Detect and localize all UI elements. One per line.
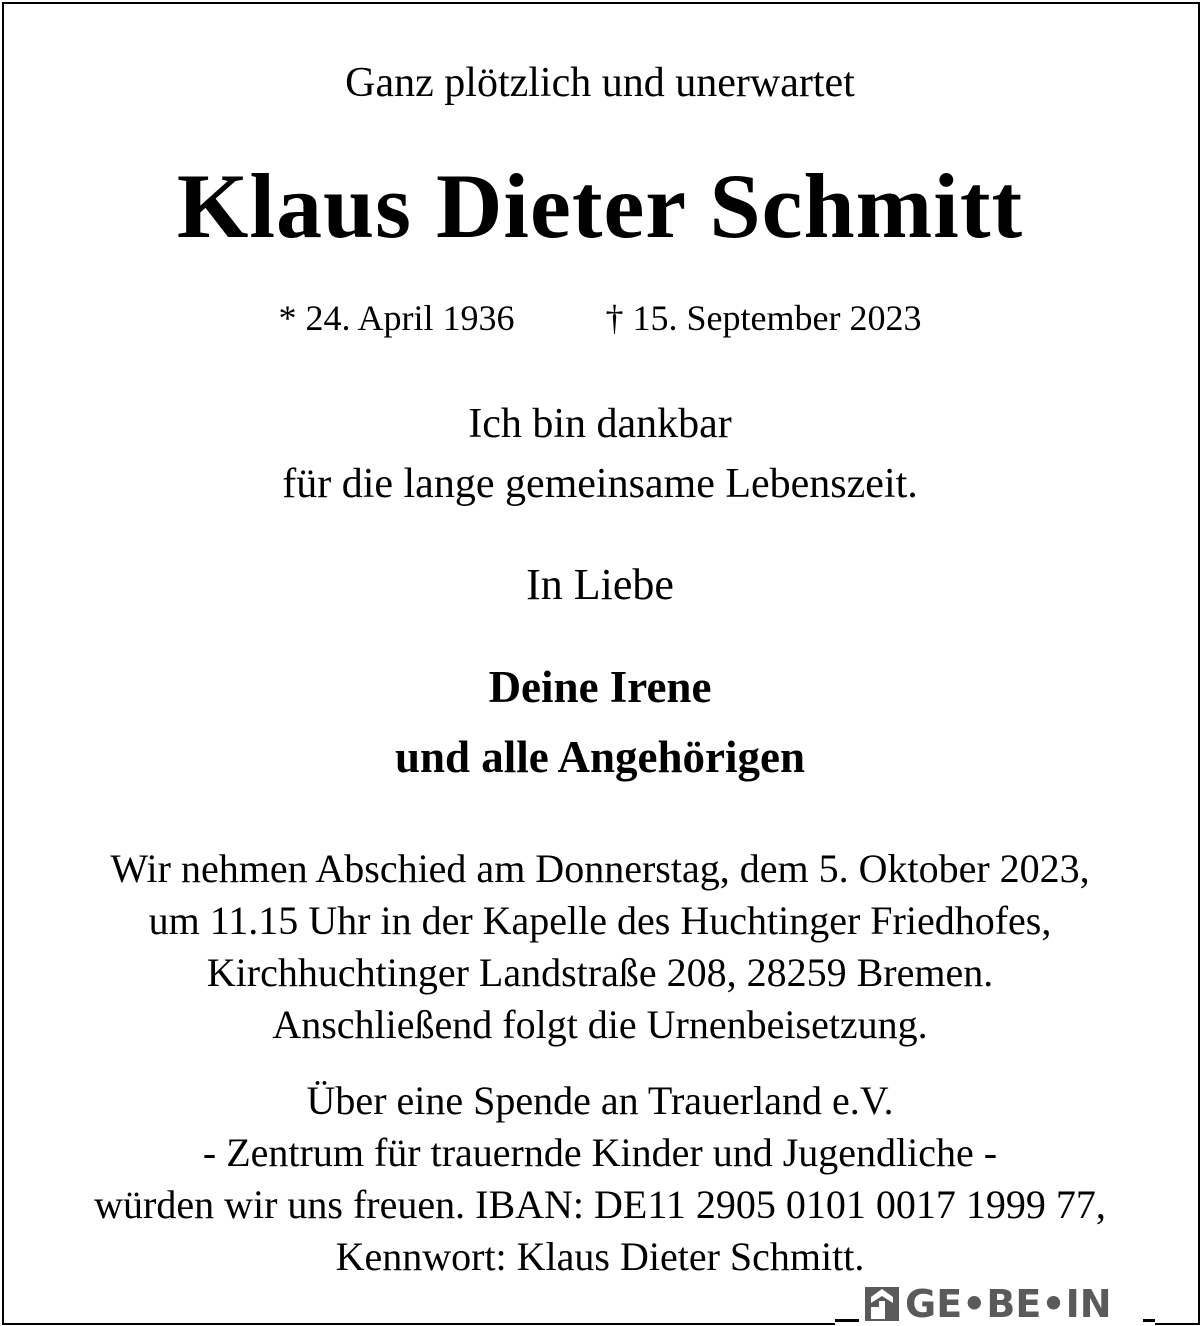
in-love-text: In Liebe (526, 560, 674, 609)
signature-line: Deine Irene (488, 662, 712, 712)
logo-rule (835, 1319, 859, 1322)
farewell-paragraph (0, 843, 1200, 1051)
quote-line: Ich bin dankbar (468, 401, 732, 447)
birth-date: * 24. April 1936 (278, 298, 515, 338)
donation-line: - Zentrum für trauernde Kinder und Jugendliche - (202, 1130, 998, 1175)
signature-line: und alle Angehörigen (394, 732, 806, 782)
gebein-logo (835, 1283, 1155, 1325)
intro-text: Ganz plötzlich und unerwartet (345, 60, 855, 106)
deceased-name: Klaus Dieter Schmitt (176, 155, 1024, 257)
donation-line: Über eine Spende an Trauerland e.V. (306, 1078, 894, 1123)
gebein-logo-icon (863, 1283, 901, 1325)
logo-text: GE•BE•IN (905, 1282, 1112, 1326)
farewell-line: Anschließend folgt die Urnenbeisetzung. (272, 1002, 928, 1047)
donation-paragraph (0, 1075, 1200, 1283)
life-dates (0, 300, 1200, 336)
death-date: † 15. September 2023 (605, 298, 922, 338)
quote-line: für die lange gemeinsame Lebenszeit. (282, 461, 918, 507)
donation-line: würden wir uns freuen. IBAN: DE11 2905 0101 0017 1999 77, (94, 1182, 1106, 1227)
farewell-line: Kirchhuchtinger Landstraße 208, 28259 Bremen. (206, 950, 994, 995)
logo-rule (1143, 1319, 1155, 1322)
farewell-line: um 11.15 Uhr in der Kapelle des Huchtinger Friedhofes, (148, 898, 1052, 943)
farewell-line: Wir nehmen Abschied am Donnerstag, dem 5. Oktober 2023, (110, 846, 1090, 891)
donation-line: Kennwort: Klaus Dieter Schmitt. (335, 1234, 865, 1279)
